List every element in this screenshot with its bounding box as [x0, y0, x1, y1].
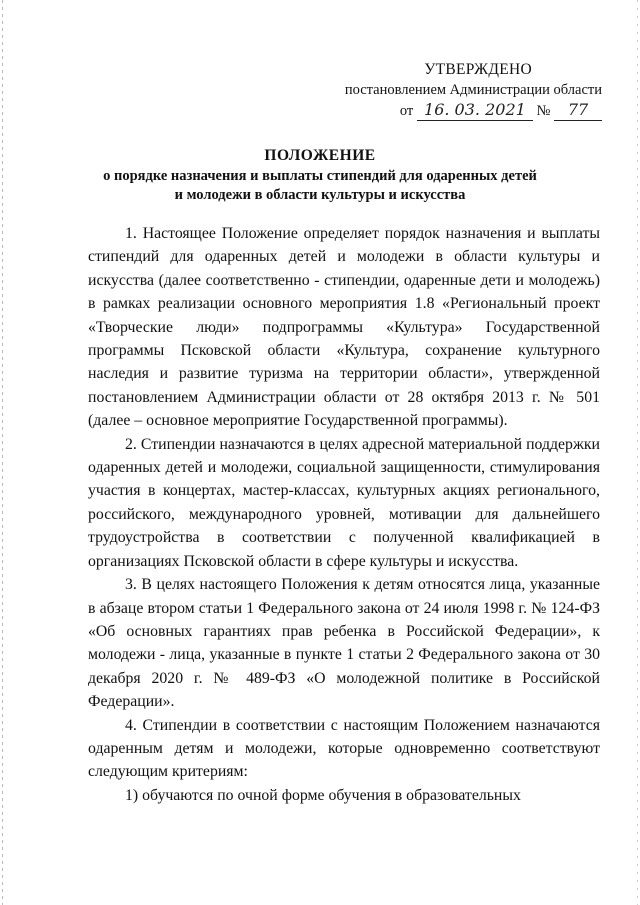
title-heading: ПОЛОЖЕНИЕ — [264, 147, 376, 164]
scan-edge-right — [637, 0, 638, 905]
approval-date-handwritten: 16. 03. 2021 — [417, 100, 533, 121]
paragraph-4: 4. Стипендии в соответствии с настоящим Положением назначаются одаренным детям и молодежи, которые одновременно соответствуют следующим критериям: — [88, 716, 600, 781]
approval-date-line — [345, 100, 602, 121]
document-body — [88, 222, 600, 807]
approval-stamp — [345, 60, 602, 121]
document-title — [0, 145, 640, 205]
paragraph-4-item-1: 1) обучаются по очной форме обучения в образовательных — [125, 786, 521, 804]
approval-number-label: № — [536, 103, 551, 119]
paragraph-3: 3. В целях настоящего Положения к детям относятся лица, указанные в абзаце втором статьи 1 Федерального закона от 24 июля 1998 г. № 124-ФЗ «Об основных гарантиях прав ребенка в Российской Федерации», к молодежи - лица, указанные в пункте 1 статьи 2 Федерального закона от 30 декабря 2020 г. № 489-ФЗ «О молодежной политике в Российской Федерации». — [88, 576, 600, 711]
paragraph-2: 2. Стипендии назначаются в целях адресной материальной поддержки одаренных детей и молодежи, социальной защищенности, стимулирования участия в концертах, мастер-классах, культурных акциях регионального, российского, международного уровней, мотивации для дальнейшего трудоустройства в соответствии с полученной квалификацией в организациях Псковской области в сфере культуры и искусства. — [88, 435, 600, 570]
scan-edge-left — [2, 0, 3, 905]
paragraph-1: 1. Настоящее Положение определяет порядок назначения и выплаты стипендий для одаренных детей и молодежи в области культуры и искусства (далее соответственно - стипендии, одаренные дети и молодежь) в рамках реализации основного мероприятия 1.8 «Региональный проект «Творческие люди» подпрограммы «Культура» Государственной программы Псковской области «Культура, сохранение культурного наследия и развитие туризма на территории области», утвержденной постановлением Администрации области от 28 октября 2013 г. № 501 (далее – основное мероприятие Государственной программы). — [88, 225, 600, 430]
approval-decree-line: постановлением Администрации области — [344, 82, 602, 98]
approval-from-label: от — [399, 103, 414, 119]
title-subtitle-line2: и молодежи в области культуры и искусства — [174, 187, 466, 203]
approval-word: УТВЕРЖДЕНО — [424, 61, 532, 78]
approval-number-handwritten: 77 — [554, 100, 602, 121]
title-subtitle-line1: о порядке назначения и выплаты стипендий для одаренных детей — [103, 168, 537, 184]
